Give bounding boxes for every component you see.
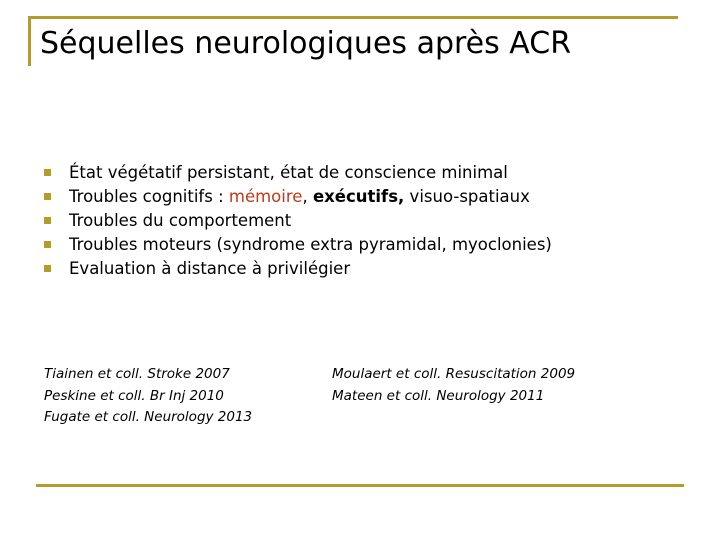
square-bullet-icon [44, 169, 51, 176]
square-bullet-icon [44, 265, 51, 272]
square-bullet-icon [44, 193, 51, 200]
slide-title: Séquelles neurologiques après ACR [40, 26, 572, 61]
reference-line: Mateen et coll. Neurology 2011 [332, 387, 545, 404]
top-border-line [28, 16, 678, 19]
square-bullet-icon [44, 217, 51, 224]
bullet-text: Evaluation à distance à privilégier [69, 258, 351, 278]
bullet-text: Troubles moteurs (syndrome extra pyramidal, myoclonies) [69, 234, 552, 254]
bullet-item-vegetative-state [44, 160, 552, 184]
bullet-item-behavior [44, 208, 552, 232]
references-left [44, 364, 252, 429]
bottom-border-line [36, 484, 684, 487]
bullet-text-part: Troubles cognitifs : [69, 186, 229, 206]
reference-line: Fugate et coll. Neurology 2013 [44, 409, 253, 425]
bold-executive: exécutifs, [312, 186, 405, 206]
bullet-text [69, 187, 530, 206]
reference-line: Peskine et coll. Br Inj 2010 [44, 387, 224, 404]
bullet-item-cognitive-troubles [44, 184, 552, 208]
bullet-text-part: visuo-spatiaux [404, 186, 530, 206]
bullet-list [44, 160, 552, 280]
bullet-text-part: , [302, 186, 313, 206]
reference-line: Tiainen et coll. Stroke 2007 [44, 366, 230, 382]
left-border-line [28, 16, 31, 66]
bullet-item-evaluation [44, 256, 552, 280]
references-right [332, 364, 575, 407]
bullet-text: État végétatif persistant, état de conscience minimal [69, 162, 508, 182]
highlight-memory: mémoire [228, 186, 303, 206]
bullet-item-motor-troubles [44, 232, 552, 256]
reference-line: Moulaert et coll. Resuscitation 2009 [332, 366, 576, 382]
bullet-text: Troubles du comportement [69, 210, 292, 230]
square-bullet-icon [44, 241, 51, 248]
